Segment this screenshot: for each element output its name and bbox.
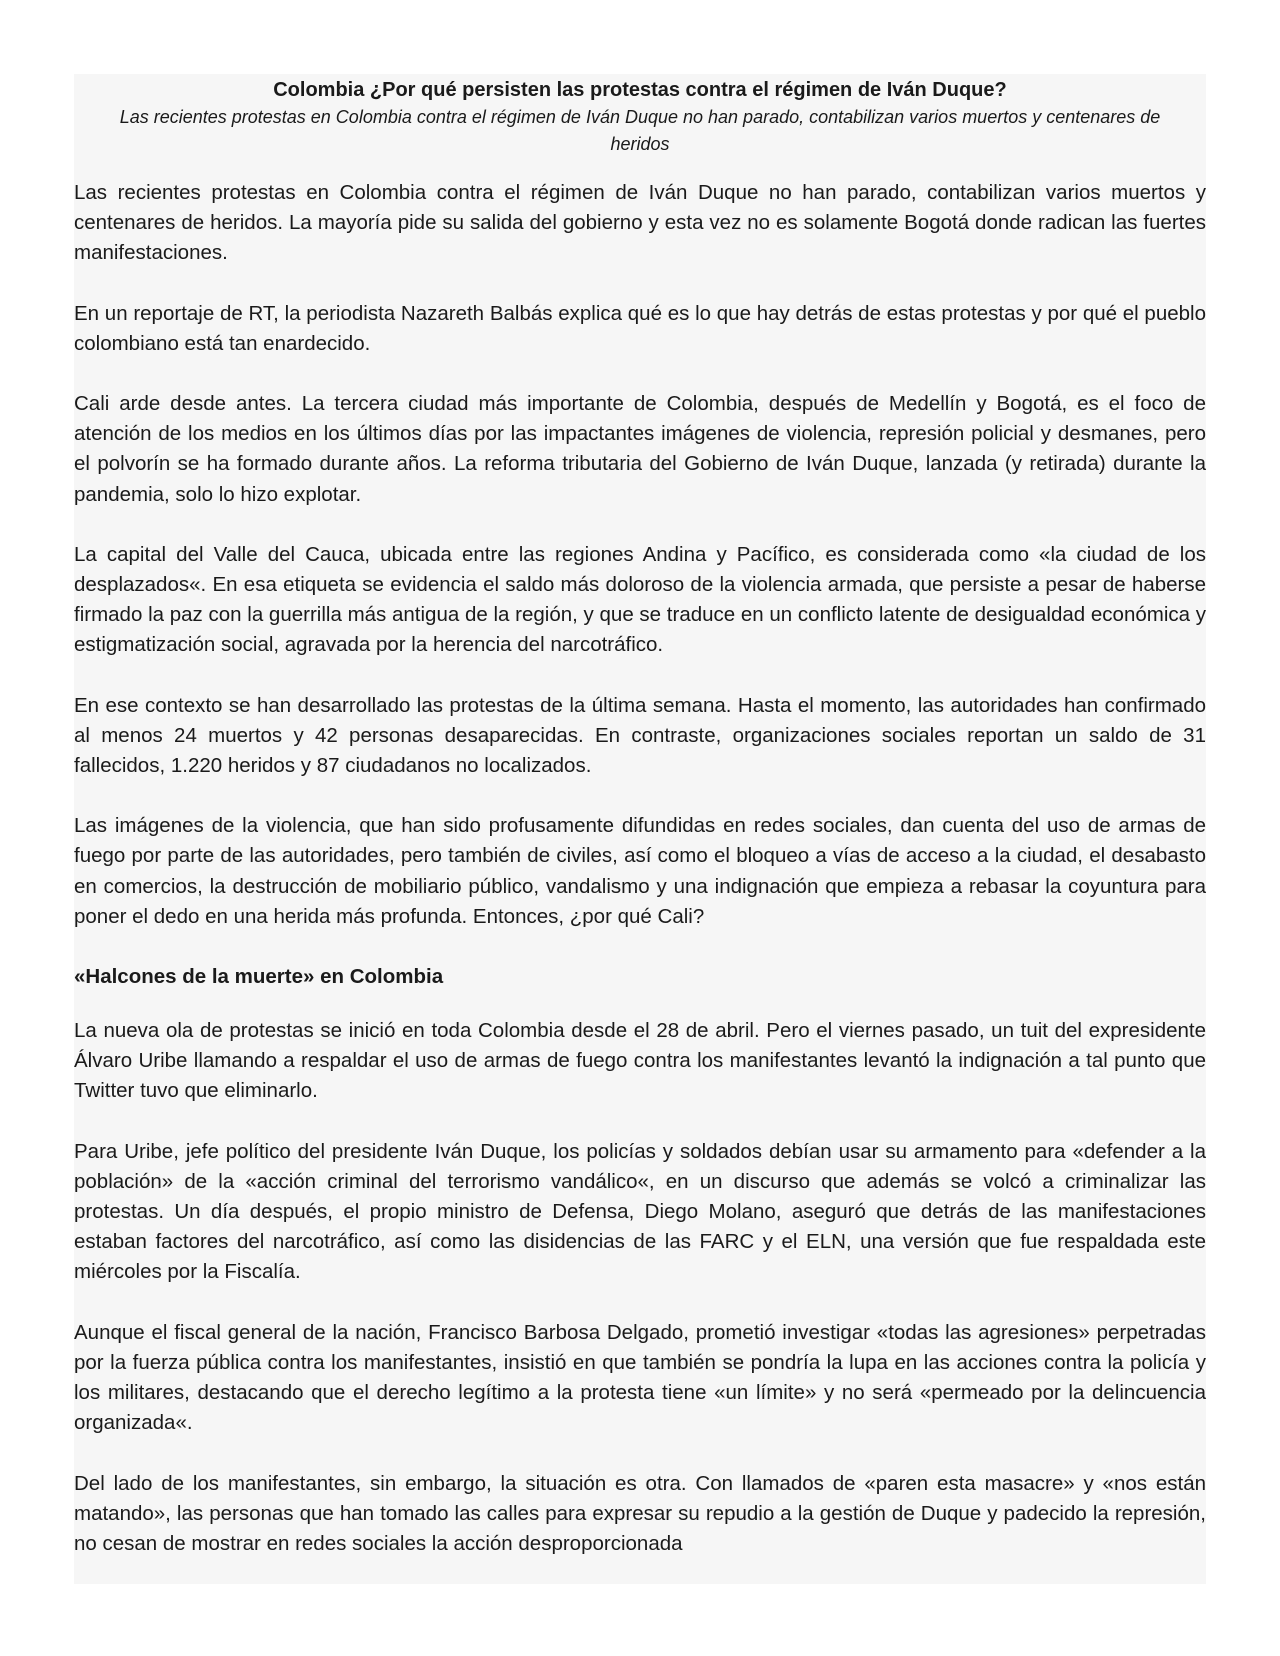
article-body <box>74 178 1206 1559</box>
paragraph: Las recientes protestas en Colombia contra el régimen de Iván Duque no han parado, contabilizan varios muertos y centenares de heridos. La mayoría pide su salida del gobierno y esta vez no es solamente Bogotá donde radican las fuertes manifestaciones. <box>74 181 1206 265</box>
article-header <box>74 74 1206 158</box>
paragraph: Aunque el fiscal general de la nación, Francisco Barbosa Delgado, prometió investigar «todas las agresiones» perpetradas por la fuerza pública contra los manifestantes, insistió en que también se pondría la lupa en las acciones contra la policía y los militares, destacando que el derecho legítimo a la protesta tiene «un límite» y no será «permeado por la delincuencia organizada«. <box>74 1320 1206 1435</box>
paragraph: Cali arde desde antes. La tercera ciudad más importante de Colombia, después de Medellín y Bogotá, es el foco de atención de los medios en los últimos días por las impactantes imágenes de violencia, represión policial y desmanes, pero el polvorín se ha formado durante años. La reforma tributaria del Gobierno de Iván Duque, lanzada (y retirada) durante la pandemia, solo lo hizo explotar. <box>74 392 1206 506</box>
paragraph: La nueva ola de protestas se inició en toda Colombia desde el 28 de abril. Pero el viernes pasado, un tuit del expresidente Álvaro Uribe llamando a respaldar el uso de armas de fuego contra los manifestantes levantó la indignación a tal punto que Twitter tuvo que eliminarlo. <box>74 1019 1206 1103</box>
paragraph: Para Uribe, jefe político del presidente Iván Duque, los policías y soldados debían usar su armamento para «defender a la población» de la «acción criminal del terrorismo vandálico«, en un discurso que además se volcó a criminalizar las protestas. Un día después, el propio ministro de Defensa, Diego Molano, aseguró que detrás de las manifestaciones estaban factores del narcotráfico, así como las disidencias de las FARC y el ELN, una versión que fue respaldada este miércoles por la Fiscalía. <box>74 1139 1206 1284</box>
document-page <box>74 74 1206 1584</box>
article-title: Colombia ¿Por qué persisten las protestas contra el régimen de Iván Duque? <box>273 79 1007 101</box>
paragraph: Del lado de los manifestantes, sin embargo, la situación es otra. Con llamados de «paren esta masacre» y «nos están matando», las personas que han tomado las calles para expresar su repudio a la gestión de Duque y padecido la represión, no cesan de mostrar en redes sociales la acción desproporcionada <box>74 1471 1206 1555</box>
article-subtitle: Las recientes protestas en Colombia contra el régimen de Iván Duque no han parado, contabilizan varios muertos y centenares de heridos <box>119 107 1161 154</box>
paragraph: Las imágenes de la violencia, que han sido profusamente difundidas en redes sociales, dan cuenta del uso de armas de fuego por parte de las autoridades, pero también de civiles, así como el bloqueo a vías de acceso a la ciudad, el desabasto en comercios, la destrucción de mobiliario público, vandalismo y una indignación que empieza a rebasar la coyuntura para poner el dedo en una herida más profunda. Entonces, ¿por qué Cali? <box>74 814 1206 928</box>
paragraph: En ese contexto se han desarrollado las protestas de la última semana. Hasta el momento, las autoridades han confirmado al menos 24 muertos y 42 personas desaparecidas. En contraste, organizaciones sociales reportan un saldo de 31 fallecidos, 1.220 heridos y 87 ciudadanos no localizados. <box>74 693 1206 778</box>
section-heading: «Halcones de la muerte» en Colombia <box>74 965 444 989</box>
paragraph: La capital del Valle del Cauca, ubicada entre las regiones Andina y Pacífico, es considerada como «la ciudad de los desplazados«. En esa etiqueta se evidencia el saldo más doloroso de la violencia armada, que persiste a pesar de haberse firmado la paz con la guerrilla más antigua de la región, y que se traduce en un conflicto latente de desigualdad económica y estigmatización social, agravada por la herencia del narcotráfico. <box>74 542 1206 657</box>
paragraph: En un reportaje de RT, la periodista Nazareth Balbás explica qué es lo que hay detrás de estas protestas y por qué el pueblo colombiano está tan enardecido. <box>74 301 1206 355</box>
